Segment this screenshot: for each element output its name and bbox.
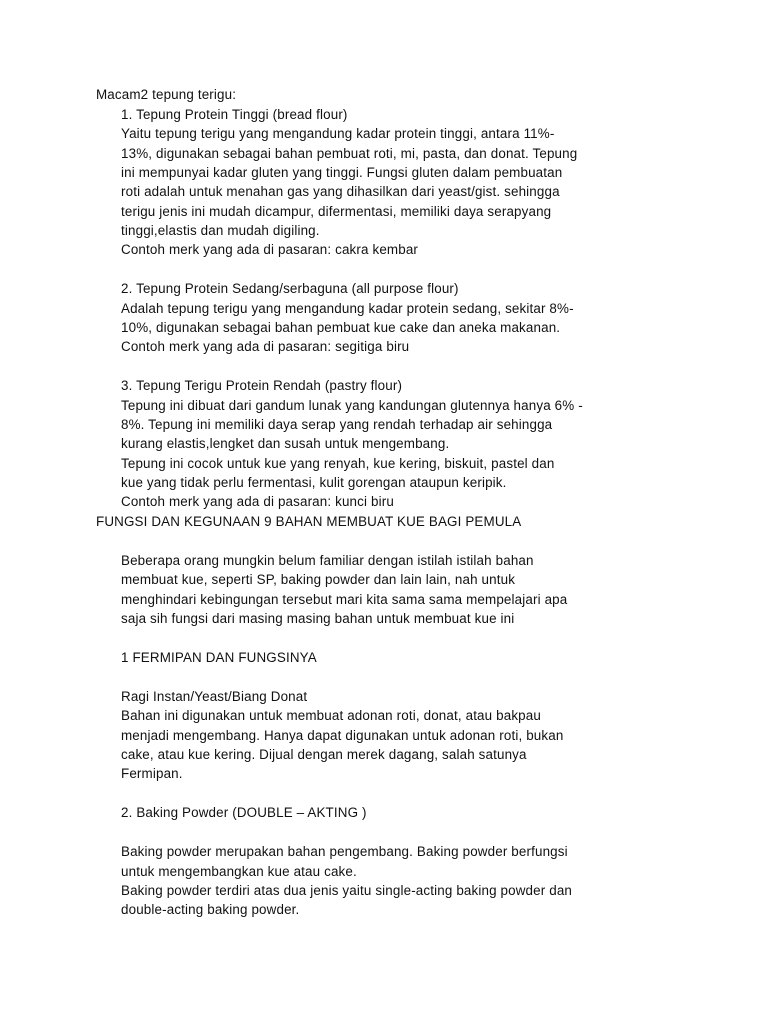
item-title: 2. Tepung Protein Sedang/serbaguna (all purpose flour) [121,281,459,296]
paragraph-line: Tepung ini cocok untuk kue yang renyah, kue kering, biskuit, pastel dan [121,456,555,471]
paragraph-line: Adalah tepung terigu yang mengandung kadar protein sedang, sekitar 8%- [121,301,574,316]
paragraph-line: Fermipan. [121,766,183,781]
paragraph-line: kurang elastis,lengket dan susah untuk mengembang. [121,436,450,451]
paragraph-line: Bahan ini digunakan untuk membuat adonan roti, donat, atau bakpau [121,708,541,723]
section-heading: Macam2 tepung terigu: [96,87,237,102]
paragraph-line: cake, atau kue kering. Dijual dengan merek dagang, salah satunya [121,747,527,762]
paragraph-line: double-acting baking powder. [121,902,300,917]
paragraph-line: untuk mengembangkan kue atau cake. [121,864,357,879]
brand-line: Contoh merk yang ada di pasaran: kunci biru [121,494,394,509]
section-heading: FUNGSI DAN KEGUNAAN 9 BAHAN MEMBUAT KUE BAGI PEMULA [96,514,522,529]
paragraph-line: menghindari kebingungan tersebut mari kita sama sama mempelajari apa [121,592,568,607]
paragraph-line: ini mempunyai kadar gluten yang tinggi. Fungsi gluten dalam pembuatan [121,165,563,180]
item-title: 3. Tepung Terigu Protein Rendah (pastry flour) [121,378,403,393]
paragraph-line: 8%. Tepung ini memiliki daya serap yang rendah terhadap air sehingga [121,417,553,432]
subsection-heading: 2. Baking Powder (DOUBLE – AKTING ) [121,805,367,820]
paragraph-line: menjadi mengembang. Hanya dapat digunakan untuk adonan roti, bukan [121,728,564,743]
paragraph-line: roti adalah untuk menahan gas yang dihasilkan dari yeast/gist. sehingga [121,184,560,199]
brand-line: Contoh merk yang ada di pasaran: segitiga biru [121,339,410,354]
paragraph-line: tinggi,elastis dan mudah digiling. [121,223,320,238]
paragraph-line: Baking powder terdiri atas dua jenis yaitu single-acting baking powder dan [121,883,573,898]
paragraph-line: terigu jenis ini mudah dicampur, difermentasi, memiliki daya serapyang [121,204,552,219]
item-title: 1. Tepung Protein Tinggi (bread flour) [121,107,348,122]
paragraph-line: saja sih fungsi dari masing masing bahan untuk membuat kue ini [121,611,515,626]
paragraph-line: Baking powder merupakan bahan pengembang. Baking powder berfungsi [121,844,568,859]
paragraph-line: membuat kue, seperti SP, baking powder dan lain lain, nah untuk [121,572,516,587]
subsection-subheading: Ragi Instan/Yeast/Biang Donat [121,689,308,704]
paragraph-line: Beberapa orang mungkin belum familiar dengan istilah istilah bahan [121,553,534,568]
paragraph-line: Tepung ini dibuat dari gandum lunak yang kandungan glutennya hanya 6% - [121,398,583,413]
paragraph-line: 10%, digunakan sebagai bahan pembuat kue cake dan aneka makanan. [121,320,561,335]
brand-line: Contoh merk yang ada di pasaran: cakra kembar [121,242,419,257]
paragraph-line: kue yang tidak perlu fermentasi, kulit gorengan ataupun keripik. [121,475,507,490]
paragraph-line: Yaitu tepung terigu yang mengandung kadar protein tinggi, antara 11%- [121,126,555,141]
paragraph-line: 13%, digunakan sebagai bahan pembuat roti, mi, pasta, dan donat. Tepung [121,146,578,161]
subsection-heading: 1 FERMIPAN DAN FUNGSINYA [121,650,317,665]
